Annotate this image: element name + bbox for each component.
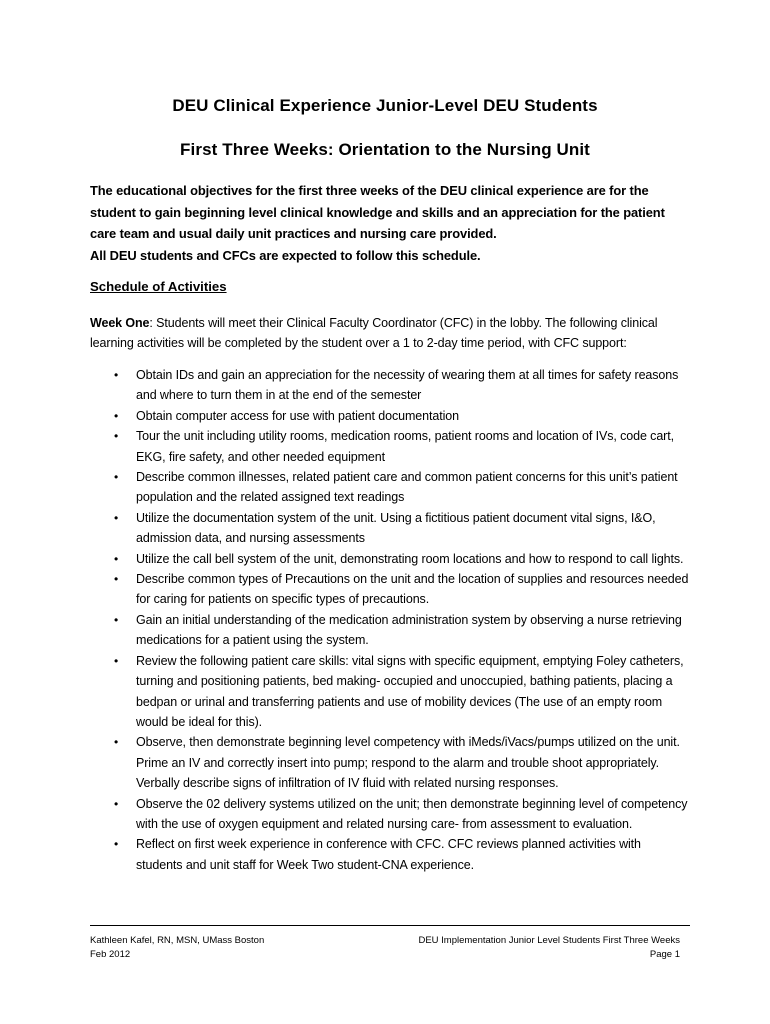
bullet-icon: • bbox=[114, 837, 119, 852]
activity-text: Obtain computer access for use with patient documentation bbox=[136, 408, 459, 423]
activity-list-item bbox=[90, 651, 690, 733]
week-one-label: Week One bbox=[90, 316, 150, 330]
activity-list-item bbox=[90, 426, 690, 467]
bullet-icon: • bbox=[114, 612, 119, 627]
page-subtitle: First Three Weeks: Orientation to the Nursing Unit bbox=[180, 140, 590, 159]
page-title: DEU Clinical Experience Junior-Level DEU Students bbox=[172, 96, 598, 115]
activity-list-item bbox=[90, 549, 690, 569]
objectives-paragraph: The educational objectives for the first three weeks of the DEU clinical experience are for the student to gain beginning level clinical knowledge and skills and an appreciation for the patient care team and usual daily unit practices and nursing care provided. bbox=[90, 183, 665, 241]
activity-list-item bbox=[90, 508, 690, 549]
week-one-activity-list bbox=[90, 365, 690, 875]
bullet-icon: • bbox=[114, 551, 119, 566]
activity-text: Utilize the call bell system of the unit, demonstrating room locations and how to respond to call lights. bbox=[136, 551, 684, 566]
activity-text: Observe, then demonstrate beginning level competency with iMeds/iVacs/pumps utilized on the unit. Prime an IV and correctly insert into pump; respond to the alarm and trouble shoot appropriately. Verbally describe signs of infiltration of IV fluid with related nursing responses. bbox=[136, 735, 680, 791]
activity-text: Describe common illnesses, related patient care and common patient concerns for this unit’s patient population and the related assigned text readings bbox=[136, 470, 678, 505]
activity-list-item bbox=[90, 610, 690, 651]
week-one-intro-text: : Students will meet their Clinical Faculty Coordinator (CFC) in the lobby. The following clinical learning activities will be completed by the student over a 1 to 2-day time period, with CFC support: bbox=[90, 316, 658, 350]
expectation-statement: All DEU students and CFCs are expected to follow this schedule. bbox=[90, 247, 481, 263]
objectives-section bbox=[90, 180, 690, 266]
activity-text: Reflect on first week experience in conference with CFC. CFC reviews planned activities with students and unit staff for Week Two student-CNA experience. bbox=[136, 837, 641, 872]
activity-text: Tour the unit including utility rooms, medication rooms, patient rooms and location of IVs, code cart, EKG, fire safety, and other needed equipment bbox=[136, 429, 674, 464]
activity-list-item bbox=[90, 365, 690, 406]
activity-text: Review the following patient care skills: vital signs with specific equipment, emptying Foley catheters, turning and positioning patients, bed making- occupied and unoccupied, bathing patients, placing a bedpan or urinal and transferring patients and use of mobility devices (The use of an empty room would be ideal for this). bbox=[136, 653, 684, 729]
activity-list-item bbox=[90, 794, 690, 835]
footer-right bbox=[418, 934, 680, 961]
bullet-icon: • bbox=[114, 653, 119, 668]
week-one-intro bbox=[90, 313, 690, 353]
activity-list-item bbox=[90, 834, 690, 875]
schedule-heading: Schedule of Activities bbox=[90, 279, 227, 294]
bullet-icon: • bbox=[114, 510, 119, 525]
bullet-icon: • bbox=[114, 796, 119, 811]
activity-list-item bbox=[90, 732, 690, 793]
bullet-icon: • bbox=[114, 429, 119, 444]
footer-left bbox=[90, 934, 264, 961]
activity-text: Describe common types of Precautions on the unit and the location of supplies and resources needed for caring for patients on specific types of precautions. bbox=[136, 572, 689, 607]
activity-text: Gain an initial understanding of the medication administration system by observing a nurse retrieving medications for a patient using the system. bbox=[136, 612, 682, 648]
footer-date: Feb 2012 bbox=[90, 948, 131, 960]
activity-list-item bbox=[90, 406, 690, 426]
footer-author: Kathleen Kafel, RN, MSN, UMass Boston bbox=[90, 935, 265, 946]
bullet-icon: • bbox=[114, 408, 119, 423]
bullet-icon: • bbox=[114, 470, 119, 485]
footer-doc-title: DEU Implementation Junior Level Students First Three Weeks bbox=[418, 935, 680, 946]
bullet-icon: • bbox=[114, 572, 119, 587]
footer-divider bbox=[90, 925, 690, 926]
activity-text: Obtain IDs and gain an appreciation for the necessity of wearing them at all times for safety reasons and where to turn them in at the end of the semester bbox=[136, 368, 679, 403]
activity-text: Utilize the documentation system of the unit. Using a fictitious patient document vital signs, I&O, admission data, and nursing assessments bbox=[136, 510, 656, 546]
bullet-icon: • bbox=[114, 735, 119, 750]
activity-list-item bbox=[90, 467, 690, 508]
footer-page-number: Page 1 bbox=[649, 948, 680, 960]
activity-list-item bbox=[90, 569, 690, 610]
activity-text: Observe the 02 delivery systems utilized on the unit; then demonstrate beginning level of competency with the use of oxygen equipment and related nursing care- from assessment to evaluation. bbox=[136, 796, 688, 831]
bullet-icon: • bbox=[114, 368, 119, 382]
